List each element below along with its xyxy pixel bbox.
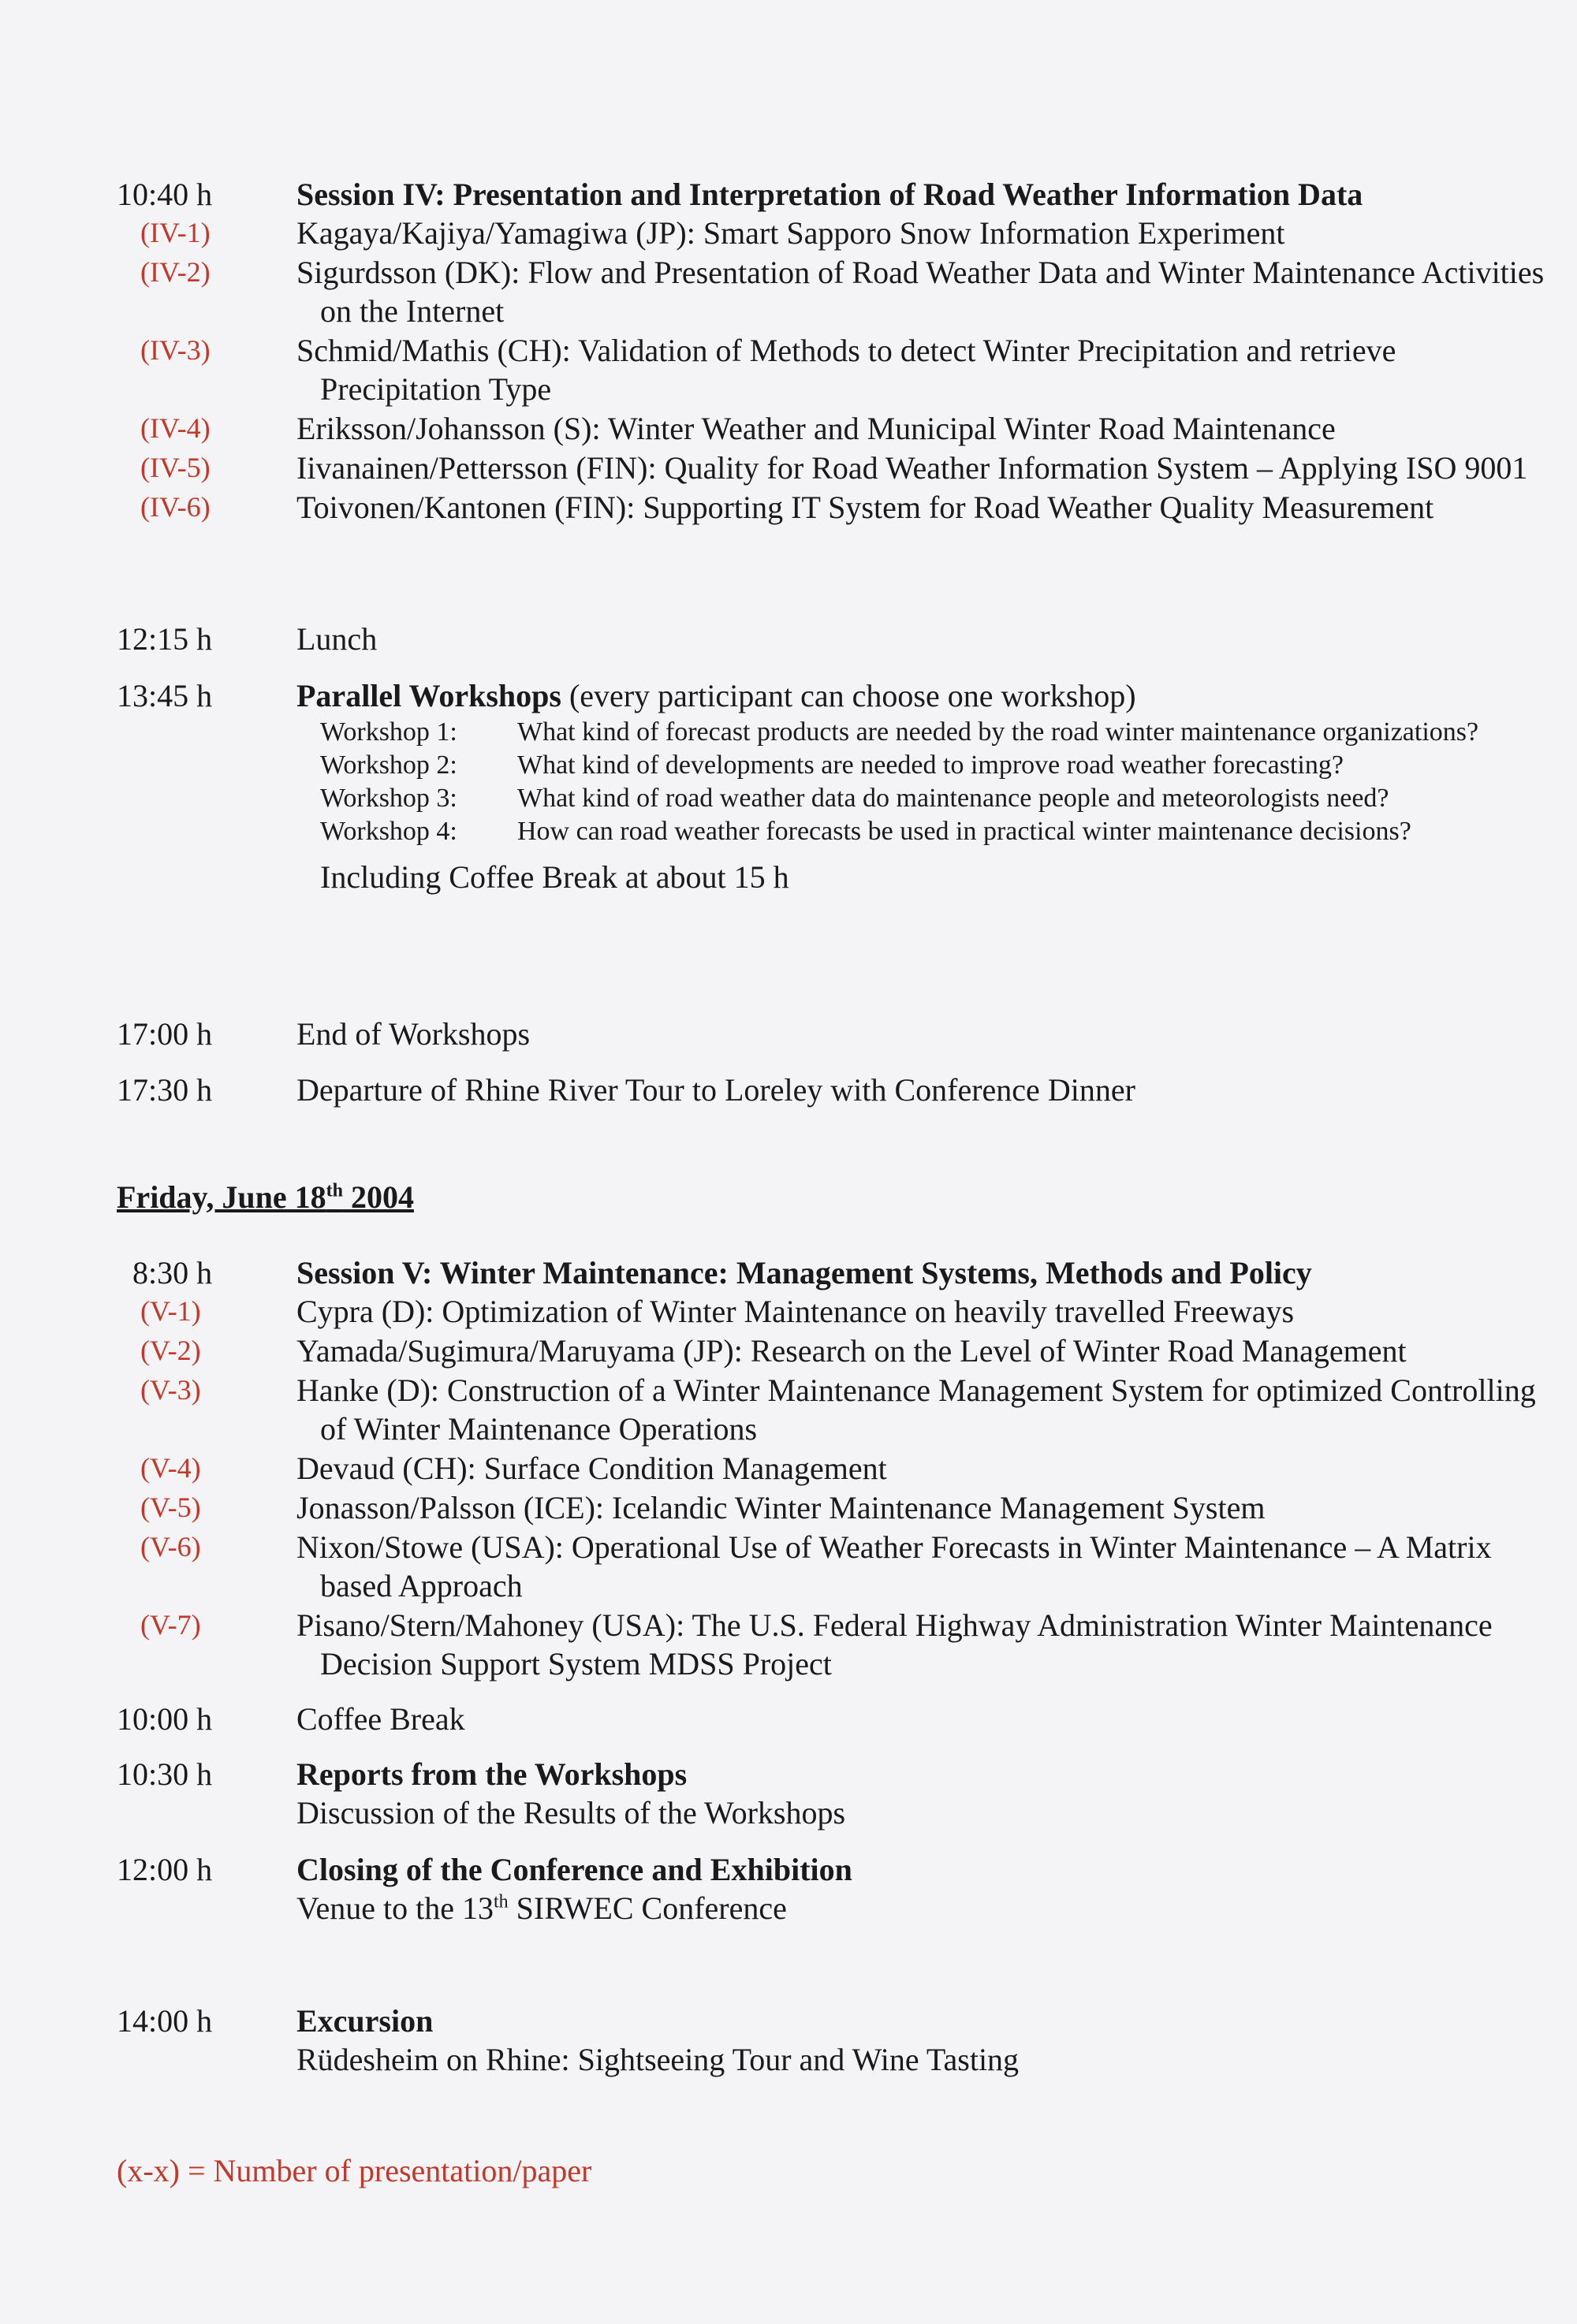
session-4-time: 10:40 h [117, 177, 213, 212]
rhine-tour-row [117, 1071, 1552, 1109]
workshop-item [320, 717, 1552, 747]
reports-title: Reports from the Workshops [296, 1756, 688, 1792]
day-heading-sup: th [326, 1180, 343, 1201]
workshops-note: (every participant can choose one workshop) [561, 678, 1136, 713]
presentation-item [117, 214, 1552, 252]
presentation-code: (V-1) [140, 1295, 201, 1327]
presentation-code: (IV-2) [140, 256, 211, 288]
presentation-item [117, 1292, 1552, 1331]
reports-row [117, 1755, 1552, 1832]
excursion-sub: Rüdesheim on Rhine: Sightseeing Tour and Wine Tasting [296, 2042, 1020, 2077]
presentation-title: Kagaya/Kajiya/Yamagiwa (JP): Smart Sapporo Snow Information Experiment [296, 215, 1285, 251]
workshop-item [320, 816, 1552, 847]
workshop-label: Workshop 4: [320, 817, 457, 846]
coffee-break-time: 10:00 h [117, 1701, 213, 1737]
workshop-label: Workshop 3: [320, 784, 457, 813]
excursion-title: Excursion [296, 2003, 434, 2039]
presentation-item [117, 1371, 1552, 1448]
presentation-title: Cypra (D): Optimization of Winter Maintenance on heavily travelled Freeways [296, 1294, 1295, 1329]
presentation-title: Toivonen/Kantonen (FIN): Supporting IT System for Road Weather Quality Measurement [296, 490, 1434, 525]
workshops-title: Parallel Workshops [296, 678, 561, 713]
reports-sub: Discussion of the Results of the Workshops [296, 1795, 846, 1831]
end-workshops-time: 17:00 h [117, 1016, 213, 1052]
workshop-question: What kind of forecast products are needed by the road winter maintenance organizations? [517, 717, 1479, 747]
closing-sub-pre: Venue to the 13 [296, 1890, 494, 1926]
workshop-label: Workshop 2: [320, 750, 457, 780]
workshop-item [320, 783, 1552, 814]
presentation-title: Devaud (CH): Surface Condition Management [296, 1451, 887, 1486]
presentation-code: (V-6) [140, 1531, 201, 1562]
presentation-code: (IV-6) [140, 491, 211, 523]
presentation-title: Yamada/Sugimura/Maruyama (JP): Research on the Level of Winter Road Management [296, 1333, 1407, 1369]
closing-title: Closing of the Conference and Exhibition [296, 1852, 852, 1887]
workshops-block [117, 676, 1552, 896]
rhine-tour-time: 17:30 h [117, 1072, 213, 1108]
workshop-label: Workshop 1: [320, 717, 457, 747]
presentation-title: Iivanainen/Pettersson (FIN): Quality for Road Weather Information System – Applying ISO 9001 [296, 450, 1528, 486]
presentation-item [117, 1488, 1552, 1527]
presentation-code: (V-5) [140, 1492, 201, 1523]
presentation-title: Eriksson/Johansson (S): Winter Weather and Municipal Winter Road Maintenance [296, 411, 1336, 446]
legend-note: (x-x) = Number of presentation/paper [117, 2153, 592, 2188]
presentation-item [117, 331, 1552, 408]
presentation-item [117, 1606, 1552, 1683]
rhine-tour-text: Departure of Rhine River Tour to Loreley with Conference Dinner [296, 1072, 1135, 1108]
closing-sub-post: SIRWEC Conference [508, 1890, 787, 1926]
closing-row [117, 1850, 1552, 1927]
session-5-block [117, 1253, 1552, 1684]
workshop-question: How can road weather forecasts be used in practical winter maintenance decisions? [517, 817, 1411, 846]
presentation-item [117, 1528, 1552, 1605]
presentation-item [117, 1331, 1552, 1370]
presentation-title: Pisano/Stern/Mahoney (USA): The U.S. Federal Highway Administration Winter Maintenance Decision Support System MDSS Project [296, 1607, 1493, 1682]
session-4-items [117, 214, 1552, 527]
session-5-title: Session V: Winter Maintenance: Management Systems, Methods and Policy [296, 1255, 1312, 1290]
closing-sub-sup: th [493, 1891, 509, 1912]
presentation-code: (IV-3) [140, 334, 211, 366]
day-heading [117, 1179, 414, 1216]
excursion-time: 14:00 h [117, 2003, 213, 2039]
presentation-item [117, 488, 1552, 527]
coffee-break-row [117, 1700, 1552, 1738]
presentation-code: (V-3) [140, 1374, 201, 1406]
reports-time: 10:30 h [117, 1756, 213, 1792]
presentation-code: (V-7) [140, 1609, 201, 1641]
end-workshops-row [117, 1015, 1552, 1053]
day-heading-year: 2004 [342, 1179, 414, 1215]
workshop-item [320, 750, 1552, 780]
lunch-row [117, 620, 1552, 658]
presentation-title: Schmid/Mathis (CH): Validation of Methods to detect Winter Precipitation and retrieve Precipitation Type [296, 333, 1396, 407]
excursion-row [117, 2002, 1552, 2079]
workshop-question: What kind of developments are needed to improve road weather forecasting? [517, 750, 1344, 780]
presentation-code: (V-2) [140, 1335, 201, 1366]
lunch-text: Lunch [296, 621, 378, 657]
session-5-time: 8:30 h [132, 1255, 213, 1290]
closing-time: 12:00 h [117, 1852, 213, 1887]
presentation-title: Nixon/Stowe (USA): Operational Use of Weather Forecasts in Winter Maintenance – A Matrix based Approach [296, 1529, 1492, 1603]
lunch-time: 12:15 h [117, 621, 213, 657]
session-4-block [117, 175, 1552, 527]
session-5-items [117, 1292, 1552, 1683]
coffee-break-text: Coffee Break [296, 1701, 465, 1737]
presentation-code: (IV-5) [140, 452, 211, 483]
workshop-list [117, 717, 1552, 847]
presentation-title: Jonasson/Palsson (ICE): Icelandic Winter Maintenance Management System [296, 1490, 1266, 1525]
closing-sub [296, 1889, 1552, 1927]
workshops-coffee: Including Coffee Break at about 15 h [320, 859, 789, 895]
presentation-code: (IV-1) [140, 217, 211, 248]
presentation-item [117, 449, 1552, 487]
presentation-item [117, 253, 1552, 330]
presentation-item [117, 409, 1552, 448]
session-4-title: Session IV: Presentation and Interpretation of Road Weather Information Data [296, 177, 1363, 212]
presentation-title: Sigurdsson (DK): Flow and Presentation of Road Weather Data and Winter Maintenance Activities on the Internet [296, 255, 1545, 329]
presentation-item [117, 1449, 1552, 1488]
workshop-question: What kind of road weather data do maintenance people and meteorologists need? [517, 784, 1389, 813]
presentation-code: (V-4) [140, 1452, 201, 1484]
day-heading-date: Friday, June 18 [117, 1179, 326, 1215]
end-workshops-text: End of Workshops [296, 1016, 531, 1052]
workshops-time: 13:45 h [117, 678, 213, 713]
presentation-title: Hanke (D): Construction of a Winter Maintenance Management System for optimized Controlling of Winter Maintenance Operations [296, 1372, 1536, 1447]
presentation-code: (IV-4) [140, 412, 211, 444]
